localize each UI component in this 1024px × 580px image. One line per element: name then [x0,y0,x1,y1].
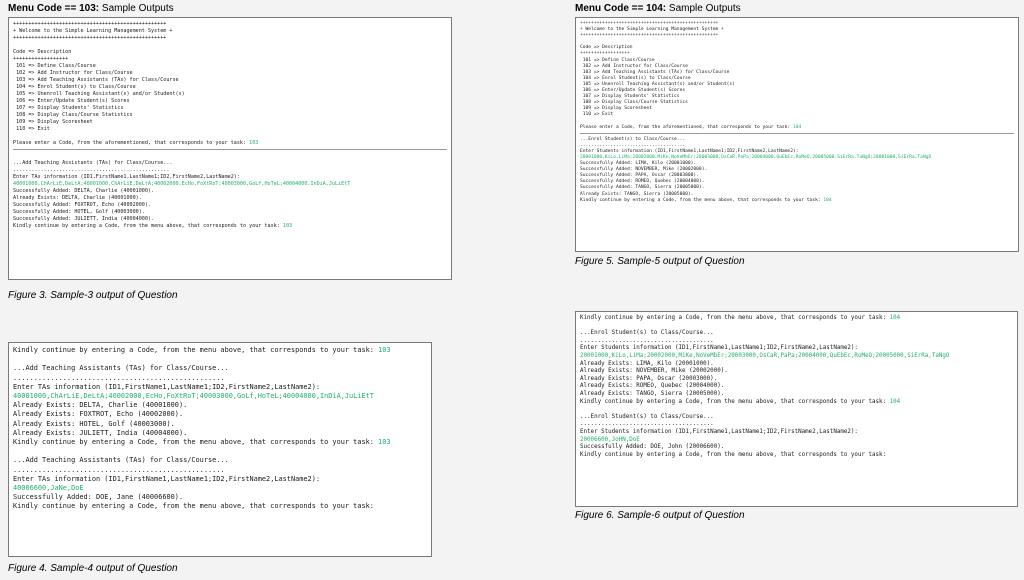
console-line [13,35,447,42]
console-line [13,21,447,28]
console-line [13,447,427,456]
console-line [13,466,427,475]
menu-code-103-subtitle: Sample Outputs [99,3,174,14]
console-text: Already Exists: LIMA, Kilo (20001000). [580,360,714,367]
console-line [13,181,447,188]
console-user-input: 104 [792,124,802,130]
console-line [13,195,447,202]
console-text: 108 => Display Class/Course Statistics [13,112,133,118]
console-text: Please enter a Code, from the aforementioned, that corresponds to your task: [13,140,250,146]
console-text: Kindly continue by entering a Code, from the menu above, that corresponds to your task: [580,451,887,458]
console-text: 106 => Enter/Update Student(s) Scores [13,98,130,104]
console-text: 110 => Exit [13,126,50,132]
console-line [13,133,447,140]
console-user-input: 104 [889,315,901,321]
console-text: Enter TAs information (ID1,FirstName1,LastName1;ID2,FirstName2,LastName2): [13,474,320,483]
console-text: 101 => Define Class/Course [13,63,96,69]
console-user-input: 104 [889,398,901,405]
separator-line [580,133,1014,134]
console-text: 103 => Add Teaching Assistants (TAs) for Class/Course [13,77,179,83]
console-user-input: 20001000,KiLo,LiMa;20002000,MiKe,NoVeMbEr;20003000,OsCaR,PaPa;20004000,QuEbEc,RoMeO;20005000,SiErRa,TaNgO;20001000,SiErRa,TaNgO [580,154,932,160]
console-line [13,364,427,373]
console-text: ++++++++++++++++++++++++++++++++++++++++++++++++++ [580,33,719,39]
separator-line [13,149,447,150]
console-line [580,444,1013,452]
console-text: Successfully Added: FOXTROT, Echo (40002000). [13,202,152,208]
console-text: + Welcome to the Simple Learning Management System + [580,27,724,33]
console-text: Already Exists: DELTA, Charlie (40001000). [13,195,142,201]
console-user-input: 103 [249,140,259,146]
console-line [580,391,1013,399]
console-line [580,361,1013,369]
console-line [580,383,1013,391]
console-text: ...................................... [580,421,714,428]
console-line [13,56,447,63]
console-text: Already Exists: HOTEL, Golf (40003000). [13,419,175,428]
console-text: ++++++++++++++++++++++++++++++++++++++++++++++++++ [13,21,167,27]
console-line [580,315,1013,323]
figure-5-caption: Figure 5. Sample-5 output of Question [575,256,745,267]
console-line [580,429,1013,437]
console-text: Enter Students information (ID1,FirstName1,LastName1;ID2,FirstName2,LastName2): [580,428,858,435]
console-text: 105 => Unenroll Teaching Assistant(s) and/or Student(s) [580,81,735,87]
console-text: ++++++++++++++++++++++++++++++++++++++++++++++++++ [580,21,719,26]
console-text: ...Enrol Student(s) to Class/Course... [580,330,714,337]
console-line [13,410,427,419]
menu-code-103-title [8,3,174,14]
console-line [13,401,427,410]
console-text: Kindly continue by entering a Code, from the menu above, that corresponds to your task: [580,398,890,405]
console-text: ...Add Teaching Assistants (TAs) for Class/Course... [13,364,229,373]
console-user-input: 20001000,KiLo,LiMa;20002000,MiKe,NoVeMbEr;20003000,OsCaR,PaPa;20004000,QuEbEc,RoMeO;20005000,SiErRa,TaNgO [580,352,950,359]
console-line [13,209,447,216]
console-text: 107 => Display Students' Statistics [13,105,124,111]
console-text: Successfully Added: PAPA, Oscar (20003000). [580,173,699,179]
console-text: 105 => Unenroll Teaching Assistant(s) and/or Student(s) [13,91,185,97]
console-line [13,84,447,91]
console-text: ................................................... [13,465,225,474]
console-text: Successfully Added: JULIETT, India (40004000). [13,216,155,222]
console-text: Code => Description [13,49,72,55]
console-line [13,63,447,70]
console-user-input: 40006600,JaNe,DoE [13,484,84,493]
console-text: Already Exists: NOVEMBER, Mike (20002000). [580,368,728,375]
console-line [13,98,447,105]
figure-4-console-output [8,342,432,557]
console-line [580,376,1013,384]
console-line [13,91,447,98]
console-line [580,353,1013,361]
console-line [13,475,427,484]
console-text: ++++++++++++++++++++++++++++++++++++++++++++++++++ [13,35,167,41]
console-line [580,414,1013,422]
console-text: Successfully Added: NOVEMBER, Mike (20002000). [580,167,708,173]
console-line [580,399,1013,407]
console-line [13,42,447,49]
console-text: Enter TAs information (ID1,FirstName1,LastName1;ID2,FirstName2,LastName2): [13,174,240,180]
console-line [13,77,447,84]
console-text: Enter TAs information (ID1,FirstName1,LastName1;ID2,FirstName2,LastName2): [13,382,320,391]
console-text: ...................................... [580,142,686,148]
console-text: Successfully Added: HOTEL, Golf (40003000). [13,209,145,215]
console-text: ................................................... [13,167,170,173]
console-line [13,119,447,126]
console-text: Kindly continue by entering a Code, from the menu above, that corresponds to your task: [580,197,824,203]
console-line [13,160,447,167]
console-text: Already Exists: DELTA, Charlie (40001000). [13,401,188,410]
figure-3-caption: Figure 3. Sample-3 output of Question [8,290,178,301]
console-line [13,493,427,502]
console-line [13,438,427,447]
console-line [13,216,447,223]
console-user-input: 20006600,JoHN,DoE [580,436,640,443]
console-text: 109 => Display Scoresheet [580,106,652,112]
console-line [580,338,1013,346]
console-text: 107 => Display Students' Statistics [580,94,680,100]
console-user-input: 104 [823,197,832,203]
console-text: Kindly continue by entering a Code, from the menu above, that corresponds to your task: [13,346,379,354]
console-text: Already Exists: FOXTROT, Echo (40002000). [13,410,184,419]
console-text: Already Exists: TANGO, Sierra (20005000). [580,390,725,397]
console-text: 101 => Define Class/Course [580,57,655,63]
console-text: 103 => Add Teaching Assistants (TAs) for Class/Course [580,69,730,75]
figure-3-console-output [8,17,452,280]
console-line [13,456,427,465]
console-line [13,140,447,147]
console-line [13,28,447,35]
console-text: 108 => Display Class/Course Statistics [580,100,688,106]
console-text: Enter Students information (ID1,FirstName1,LastName1;ID2,FirstName2,LastName2): [580,148,799,154]
console-text: Already Exists: JULIETT, India (40004000). [13,428,188,437]
console-line [13,392,427,401]
console-line [13,374,427,383]
console-line [13,420,427,429]
console-text: Please enter a Code, from the aforementioned, that corresponds to your task: [580,124,793,130]
console-line [580,330,1013,338]
figure-5-console-output [575,17,1019,252]
console-line [13,502,427,511]
console-user-input: 103 [282,223,293,229]
console-text: Already Exists: PAPA, Oscar (20003000). [580,375,718,382]
console-line [13,202,447,209]
console-line [13,429,427,438]
console-line [580,437,1013,445]
console-line [13,167,447,174]
console-text: 102 => Add Instructor for Class/Course [13,70,133,76]
console-line [13,49,447,56]
console-text: Kindly continue by entering a Code, from the menu above, that corresponds to your task: [13,223,283,229]
console-line [13,223,447,230]
console-text: ...Enrol Student(s) to Class/Course... [580,136,686,142]
console-user-input: 103 [378,438,391,447]
console-text: ++++++++++++++++++ [13,56,69,62]
console-text: ++++++++++++++++++ [580,51,630,57]
console-line [13,174,447,181]
console-text: Kindly continue by entering a Code, from the menu above, that corresponds to your task: [13,502,374,511]
console-line [13,153,447,160]
menu-code-104-subtitle: Sample Outputs [666,3,741,14]
console-line [580,125,1014,131]
console-text: Kindly continue by entering a Code, from the menu above, that corresponds to your task: [580,315,890,321]
console-line [580,368,1013,376]
console-text: Successfully Added: DELTA, Charlie (40001000). [13,188,155,194]
console-line [580,323,1013,331]
console-text: Already Exists: ROMEO, Quebec (20004000). [580,383,725,390]
console-line [13,188,447,195]
console-line [13,484,427,493]
figure-6-console-output [575,311,1018,507]
menu-code-104-title [575,3,741,14]
figure-6-caption: Figure 6. Sample-6 output of Question [575,510,745,521]
console-line [580,452,1013,460]
menu-code-104-label: Menu Code == 104: [575,3,667,14]
console-line [580,198,1014,204]
console-text: 104 => Enrol Student(s) to Class/Course [13,84,136,90]
console-text: 106 => Enter/Update Student(s) Scores [580,88,686,94]
console-text: + Welcome to the Simple Learning Management System + [13,28,173,34]
console-text: Successfully Added: DOE, John (20006600). [580,444,725,451]
console-text: Already Exists: TANGO, Sierra (20005000). [580,191,694,197]
console-text: 110 => Exit [580,112,614,118]
console-text: ...................................... [580,337,714,344]
console-text: ................................................... [13,373,225,382]
console-text: ...Enrol Student(s) to Class/Course... [580,413,714,420]
console-text: Successfully Added: LIMA, Kilo (20001000). [580,161,697,167]
console-line [580,421,1013,429]
console-text: Successfully Added: TANGO, Sierra (20005000). [580,185,705,191]
console-text: ...Add Teaching Assistants (TAs) for Class/Course... [13,456,229,465]
console-text: Enter Students information (ID1,FirstName1,LastName1;ID2,FirstName2,LastName2): [580,345,858,352]
console-user-input: 40001000,ChArLiE,DeLtA;40001000,ChArLiE,DeLtA;40002000,EcHo,FoXtRoT;40003000,GoLf,HoTeL;40004000,InDiA,JuLiEtT [13,181,351,187]
figure-4-caption: Figure 4. Sample-4 output of Question [8,563,178,574]
console-text: Kindly continue by entering a Code, from the menu above, that corresponds to your task: [13,438,379,447]
console-line [13,70,447,77]
console-line [13,383,427,392]
console-line [580,406,1013,414]
console-user-input: 103 [378,346,391,354]
console-line [13,346,427,355]
console-text: Code => Description [580,45,633,51]
console-text: 109 => Display Scoresheet [13,119,93,125]
console-line [580,345,1013,353]
console-line [13,105,447,112]
console-line [13,126,447,133]
console-text: ...Add Teaching Assistants (TAs) for Class/Course... [13,160,173,166]
console-line [13,112,447,119]
console-text: 104 => Enrol Student(s) to Class/Course [580,75,691,81]
console-line [13,355,427,364]
console-user-input: 40001000,ChArLiE,DeLtA;40002000,EcHo,FoXtRoT;40003000,GoLf,HoTeL;40004000,InDiA,JuLiEtT [13,392,374,401]
console-text: Successfully Added: DOE, Jane (40006600). [13,493,184,502]
menu-code-103-label: Menu Code == 103: [8,3,100,14]
console-text: Successfully Added: ROMEO, Quebec (20004000). [580,179,705,185]
console-text: 102 => Add Instructor for Class/Course [580,63,688,69]
